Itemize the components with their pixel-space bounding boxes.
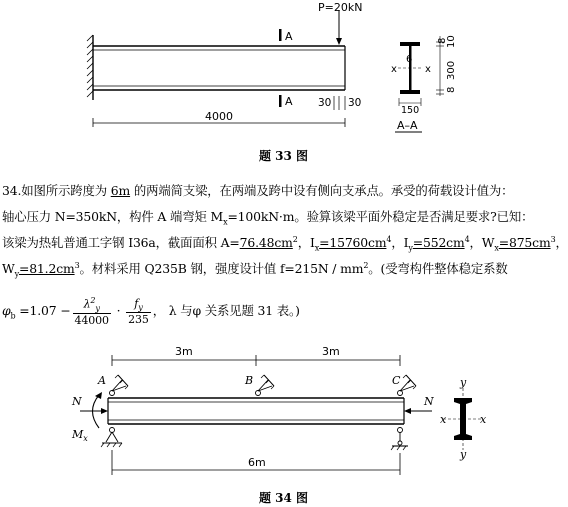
fig33-wall-hatch <box>87 35 93 97</box>
fig33-dim-30-left: 30 <box>318 97 332 109</box>
fig34-caption: 题 34 图 <box>259 491 309 505</box>
section-dim-8a: 8 <box>446 86 457 93</box>
svg-text:x: x <box>480 413 487 426</box>
fig33-section-aa <box>391 35 457 132</box>
force-left-label: N <box>72 395 82 408</box>
problem-formula-line: $\varphi_b =1.07$ − $\frac{\lambda^2_y}{44000}$ · $\frac{f_y}{235}$ ， λ 与φ 关系见题 31 表。) <box>2 296 300 327</box>
svg-text:x: x <box>391 64 397 75</box>
fig33-caption: 题 33 图 <box>259 149 309 163</box>
fig34-dim-right: 3m <box>322 345 340 358</box>
fig34-span-dim: 6m <box>248 456 266 469</box>
fig33-span-dim: 4000 <box>205 110 233 123</box>
section-top-dim: 6 <box>406 54 413 65</box>
point-a-label: A <box>98 374 106 387</box>
fig33-section-mark-top <box>279 29 282 41</box>
formula-fraction-lambda: $\frac{\lambda^2_y}{44000}$ <box>74 296 109 327</box>
problem-line-4: $W_y=81.2cm^3$。材料采用 Q235B 钢，强度设计值 $f=215N / mm^2$。(受弯构件整体稳定系数 <box>2 260 508 279</box>
fig34-beam <box>71 345 487 475</box>
problem-line-3: 该梁为热轧普通工字钢 I36a，截面面积 $A=76.48cm^2$，$I_x=15760cm^4$，$I_y=552cm^4$，$W_x=875cm^3$， <box>2 234 568 253</box>
section-title: A–A <box>397 119 418 132</box>
fig33-dim-30-right: 30 <box>348 97 362 109</box>
svg-text:x: x <box>425 64 431 75</box>
svg-text:A: A <box>285 30 293 43</box>
formula-fraction-fy: $\frac{f_y}{235}$ <box>128 296 149 327</box>
svg-text:y: y <box>460 376 467 389</box>
svg-text:A: A <box>285 95 293 108</box>
section-dim-10: 10 <box>446 35 457 48</box>
support-a-pin <box>101 428 122 448</box>
section-dim-8b: 8 <box>437 37 448 44</box>
fig33-section-mark-bottom <box>279 95 282 107</box>
section-flange-width: 150 <box>401 105 420 116</box>
svg-text:y: y <box>460 448 467 461</box>
section-dim-300: 300 <box>446 60 457 80</box>
point-b-label: B <box>245 374 254 387</box>
force-right-label: N <box>424 395 434 408</box>
svg-text:x: x <box>440 413 447 426</box>
problem-line-2: 轴心压力 N=350kN，构件 A 端弯矩 $M_x=100kN\cdot m$。验算该梁平面外稳定是否满足要求?已知： <box>2 209 534 227</box>
problem-line-1: 34.如图所示跨度为 6m 的两端简支梁，在两端及跨中设有侧向支承点。承受的荷载设计值为： <box>2 183 514 198</box>
fig34-i-section <box>443 388 483 450</box>
support-b-lateral <box>256 375 275 396</box>
support-c-roller <box>391 428 408 451</box>
section-top-flange <box>400 42 420 46</box>
fig33-cantilever <box>87 1 362 127</box>
point-c-label: C <box>392 374 401 387</box>
moment-label: $M_x$ <box>72 428 88 443</box>
fig33-load-label: P=20kN <box>318 1 363 14</box>
section-bottom-flange <box>400 90 420 94</box>
support-a-lateral <box>110 375 129 396</box>
fig34-dim-left: 3m <box>175 345 193 358</box>
